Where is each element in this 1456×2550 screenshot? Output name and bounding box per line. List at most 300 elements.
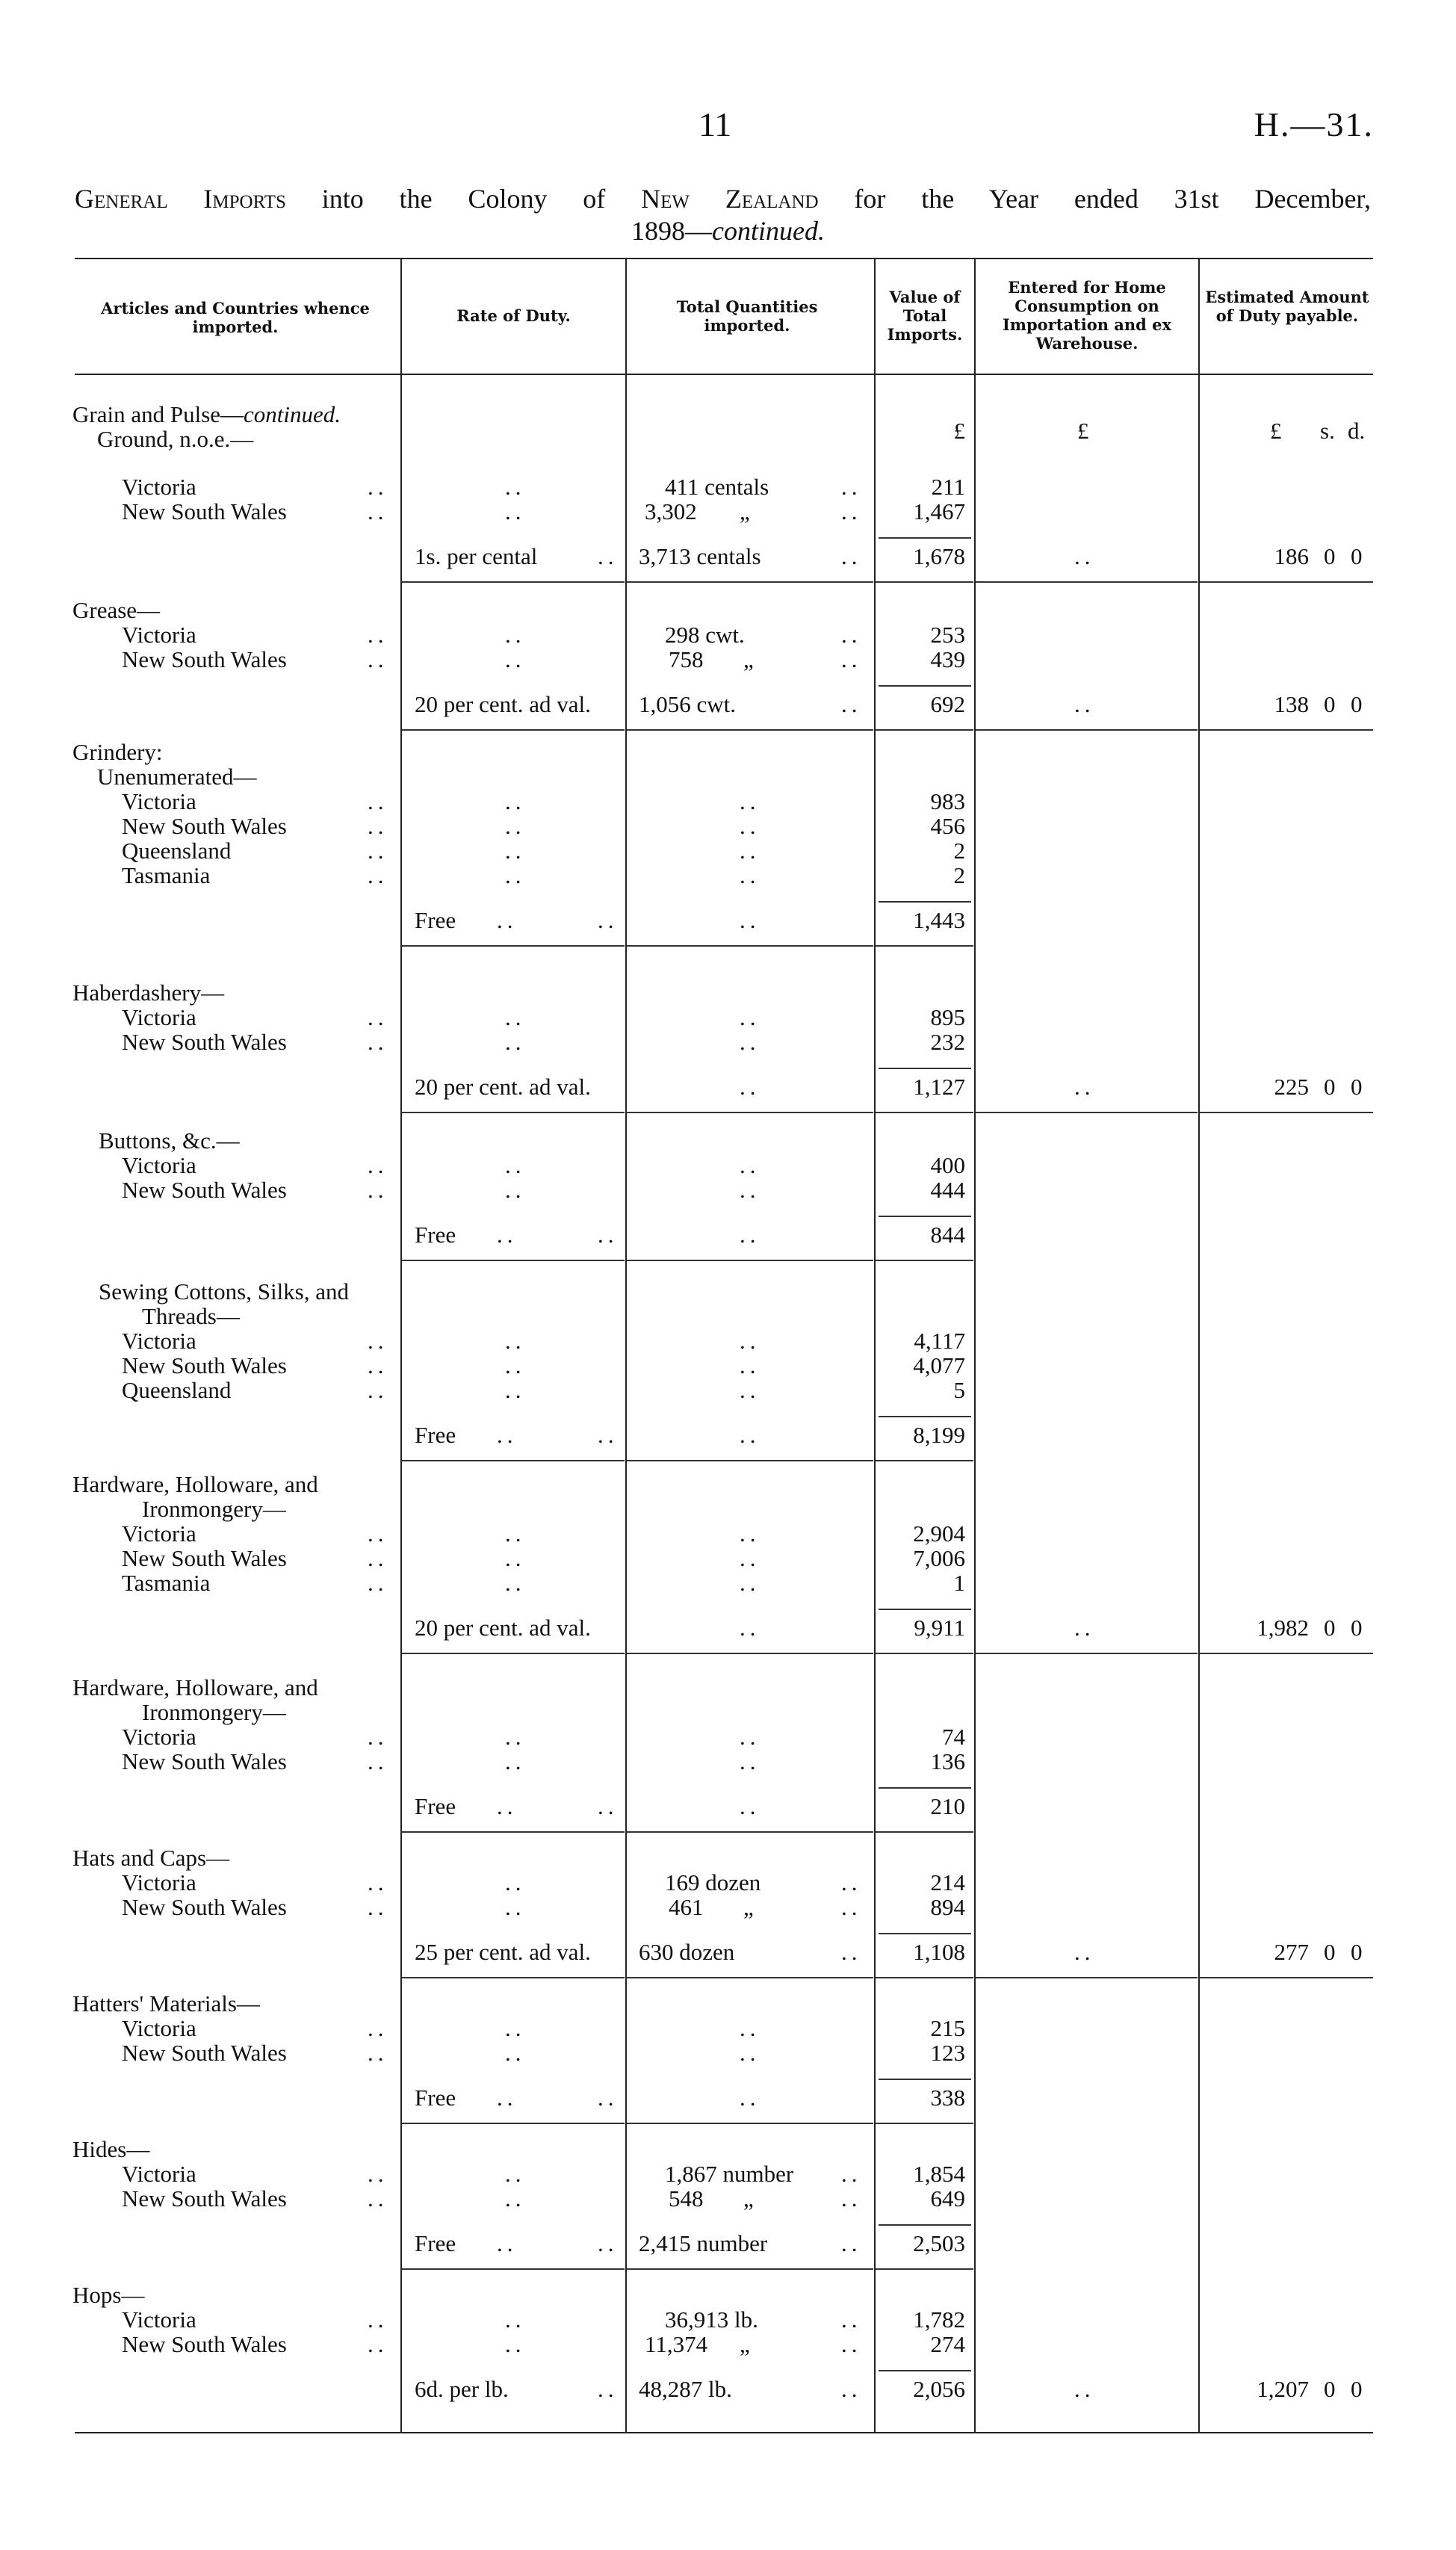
section-heading: Hardware, Holloware, and: [72, 1674, 318, 1700]
rate-of-duty: Free: [415, 1793, 456, 1819]
entered-dots: ..: [1074, 1939, 1095, 1965]
section-rule: [402, 1460, 625, 1461]
rate-dots: ..: [505, 498, 526, 524]
country-name: Tasmania: [122, 862, 211, 888]
section-heading-continued: continued.: [244, 401, 341, 427]
subtotal-rule: [879, 1609, 971, 1610]
header-articles: Articles and Countries whence imported.: [101, 299, 370, 336]
import-value: 983: [930, 788, 965, 814]
import-value: 439: [930, 646, 965, 672]
country-name: Victoria: [122, 1152, 196, 1178]
unit-shillings: s.: [1320, 418, 1335, 444]
section-rule: [402, 581, 625, 583]
leader-dots: ..: [368, 1328, 388, 1354]
import-value: 1,467: [913, 498, 965, 524]
section-rule: [402, 729, 625, 731]
rate-of-duty: 20 per cent. ad val.: [415, 1074, 591, 1100]
section-rule: [1200, 1112, 1373, 1113]
quantity-dots: ..: [740, 1352, 760, 1378]
subtotal-rule: [879, 1787, 971, 1789]
section-rule: [627, 1460, 873, 1461]
section-rule: [876, 1260, 973, 1261]
quantity-dots: ..: [841, 2306, 862, 2333]
import-value: 400: [930, 1152, 965, 1178]
section-rule: [976, 729, 1198, 731]
country-name: Victoria: [122, 2015, 196, 2041]
section-heading-cont: Threads—: [142, 1303, 240, 1329]
entered-dots: ..: [1074, 543, 1095, 569]
quantity-dots: ..: [740, 1377, 760, 1403]
leader-dots: ..: [368, 1377, 388, 1403]
section-heading-cont: Ironmongery—: [142, 1699, 286, 1725]
section-rule: [876, 1831, 973, 1833]
country-name: Tasmania: [122, 1570, 211, 1596]
section-rule: [1200, 581, 1373, 583]
import-value: 1,854: [913, 2161, 965, 2187]
rate-dots: ..: [505, 1352, 526, 1378]
quantity-dots: ..: [841, 2376, 862, 2402]
duty-shillings: 0: [1324, 1074, 1336, 1100]
import-value: 274: [930, 2331, 965, 2357]
section-heading-cont: Ironmongery—: [142, 1496, 286, 1522]
total-quantity: 2,415 number: [639, 2230, 768, 2256]
section-heading: [72, 402, 341, 427]
import-value: 232: [930, 1029, 965, 1055]
total-value: 1,678: [913, 543, 965, 569]
country-name: Victoria: [122, 1004, 196, 1030]
section-rule: [1200, 1977, 1373, 1978]
total-value: 8,199: [913, 1422, 965, 1448]
import-value: 211: [931, 474, 965, 500]
rate-dots: ..: [505, 1377, 526, 1403]
total-value: 2,056: [913, 2376, 965, 2402]
leader-dots: ..: [368, 1152, 388, 1178]
duty-shillings: 0: [1324, 691, 1336, 717]
quantity: 461: [669, 1894, 704, 1920]
section-subheading: Unenumerated—: [97, 764, 257, 790]
section-heading: Hatters' Materials—: [72, 1990, 260, 2017]
rate-of-duty: Free: [415, 2085, 456, 2111]
title-part: into the Colony of: [285, 184, 642, 214]
total-quantity: 1,056 cwt.: [639, 691, 737, 717]
page-code: H.—31.: [1254, 105, 1374, 143]
title-year: 1898—: [631, 216, 713, 246]
rate-dots: ..: [505, 646, 526, 672]
rate-dots: ..: [505, 1152, 526, 1178]
quantity-dots: ..: [841, 1939, 862, 1965]
quantity-dots: ..: [841, 474, 862, 500]
rate-of-duty: Free: [415, 1422, 456, 1448]
leader-dots: ..: [368, 788, 388, 814]
leader-dots: ..: [368, 2040, 388, 2066]
rate-dots: ..: [497, 2230, 518, 2256]
leader-dots: ..: [368, 1894, 388, 1920]
section-rule: [402, 1653, 625, 1654]
rate-dots: ..: [505, 2161, 526, 2187]
title-general-imports: General Imports: [75, 184, 286, 214]
import-value: 456: [930, 813, 965, 839]
total-quantity: 48,287 lb.: [639, 2376, 732, 2402]
rate-dots: ..: [497, 2085, 518, 2111]
import-value: 7,006: [913, 1545, 965, 1571]
quantity-dots: ..: [841, 1894, 862, 1920]
total-value: 210: [930, 1793, 965, 1819]
section-rule: [627, 2268, 873, 2270]
duty-shillings: 0: [1324, 1615, 1336, 1641]
section-rule: [402, 1112, 625, 1113]
rate-dots: ..: [505, 2306, 526, 2333]
leader-dots: ..: [368, 2331, 388, 2357]
leader-dots: ..: [368, 1869, 388, 1896]
section-rule: [402, 1260, 625, 1261]
ditto-mark: „: [743, 2185, 754, 2212]
country-name: Victoria: [122, 1724, 196, 1750]
rate-dots: ..: [505, 788, 526, 814]
rate-of-duty: Free: [415, 907, 456, 933]
import-value: 2,904: [913, 1520, 965, 1547]
leader-dots: ..: [368, 1029, 388, 1055]
country-name: Victoria: [122, 1328, 196, 1354]
total-value: 844: [930, 1222, 965, 1248]
entered-dots: ..: [1074, 1615, 1095, 1641]
section-rule: [402, 2268, 625, 2270]
quantity-dots: ..: [740, 862, 760, 888]
duty-pence: 0: [1351, 1939, 1363, 1965]
rate-dots: ..: [505, 1894, 526, 1920]
rate-dots: ..: [505, 1545, 526, 1571]
entered-dots: ..: [1074, 1074, 1095, 1100]
ditto-mark: „: [740, 498, 750, 524]
section-subheading: Ground, n.o.e.—: [97, 426, 254, 452]
rate-dots: ..: [497, 907, 518, 933]
rate-dots: ..: [505, 1328, 526, 1354]
rate-dots: ..: [505, 1724, 526, 1750]
leader-dots: ..: [368, 2185, 388, 2212]
quantity-dots: ..: [841, 2161, 862, 2187]
section-rule: [627, 1260, 873, 1261]
header-value: Value of Total Imports.: [887, 288, 963, 344]
section-heading-text: Grain and Pulse—: [72, 401, 244, 427]
leader-dots: ..: [368, 1545, 388, 1571]
import-value: 894: [930, 1894, 965, 1920]
ditto-mark: „: [743, 646, 754, 672]
quantity-dots: ..: [740, 838, 760, 864]
quantity-dots: ..: [740, 1222, 760, 1248]
duty-pounds: 225: [1274, 1074, 1309, 1100]
rate-dots: ..: [505, 862, 526, 888]
section-rule: [876, 1653, 973, 1654]
import-value: 444: [930, 1177, 965, 1203]
section-rule: [402, 2123, 625, 2124]
quantity-dots: ..: [740, 1152, 760, 1178]
duty-pence: 0: [1351, 1615, 1363, 1641]
quantity: 411 centals: [665, 474, 769, 500]
header-estimated: Estimated Amount of Duty payable.: [1205, 288, 1369, 325]
rate-dots: ..: [505, 1570, 526, 1596]
rate-dots: ..: [505, 2185, 526, 2212]
section-rule: [976, 1653, 1198, 1654]
country-name: New South Wales: [122, 1748, 287, 1774]
quantity-dots: ..: [740, 1004, 760, 1030]
section-heading: Buttons, &c.—: [99, 1127, 240, 1154]
import-value: 123: [930, 2040, 965, 2066]
subtotal-rule: [879, 2079, 971, 2080]
leader-dots: ..: [368, 838, 388, 864]
title-new-zealand: New Zealand: [641, 184, 819, 214]
quantity-dots: ..: [740, 2085, 760, 2111]
section-rule: [1200, 1653, 1373, 1654]
country-name: New South Wales: [122, 1029, 287, 1055]
rate-dots: ..: [505, 2331, 526, 2357]
subtotal-rule: [879, 1933, 971, 1934]
unit-pence: d.: [1348, 418, 1366, 444]
quantity-dots: ..: [740, 1570, 760, 1596]
header-quantities: Total Quantities imported.: [676, 297, 818, 335]
section-heading: Hats and Caps—: [72, 1845, 230, 1871]
rate-dots: ..: [598, 1222, 619, 1248]
rate-dots: ..: [598, 1793, 619, 1819]
rate-dots: ..: [598, 1422, 619, 1448]
rate-dots: ..: [598, 543, 619, 569]
import-value: 2: [953, 862, 965, 888]
quantity-dots: ..: [740, 1793, 760, 1819]
total-value: 1,443: [913, 907, 965, 933]
subtotal-rule: [879, 1068, 971, 1069]
country-name: New South Wales: [122, 1545, 287, 1571]
rate-of-duty: 25 per cent. ad val.: [415, 1939, 591, 1965]
quantity-dots: ..: [841, 646, 862, 672]
quantity: 758: [669, 646, 704, 672]
quantity-dots: ..: [740, 2040, 760, 2066]
title-part: for the Year ended 31st December,: [818, 184, 1371, 214]
import-value: 214: [930, 1869, 965, 1896]
rate-dots: ..: [505, 1869, 526, 1896]
quantity: 298 cwt.: [665, 622, 745, 648]
total-quantity: 3,713 centals: [639, 543, 761, 569]
rate-dots: ..: [598, 2230, 619, 2256]
country-name: New South Wales: [122, 2331, 287, 2357]
rate-dots: ..: [505, 1520, 526, 1547]
section-rule: [876, 581, 973, 583]
unit-pound-duty: £: [1270, 418, 1282, 444]
section-rule: [876, 2123, 973, 2124]
total-quantity: 630 dozen: [639, 1939, 735, 1965]
section-rule: [976, 581, 1198, 583]
quantity-dots: ..: [740, 1545, 760, 1571]
duty-pence: 0: [1351, 691, 1363, 717]
quantity-dots: ..: [740, 788, 760, 814]
unit-pound-value: £: [953, 418, 965, 444]
country-name: Queensland: [122, 1377, 232, 1403]
quantity-dots: ..: [740, 907, 760, 933]
quantity: 169 dozen: [665, 1869, 761, 1896]
import-value: 253: [930, 622, 965, 648]
total-value: 692: [930, 691, 965, 717]
country-name: New South Wales: [122, 1177, 287, 1203]
quantity: 36,913 lb.: [665, 2306, 758, 2333]
section-heading: Grindery:: [72, 739, 163, 765]
subtotal-rule: [879, 1216, 971, 1217]
import-value: 5: [953, 1377, 965, 1403]
quantity-dots: ..: [841, 2331, 862, 2357]
quantity-dots: ..: [841, 2230, 862, 2256]
leader-dots: ..: [368, 622, 388, 648]
duty-pence: 0: [1351, 1074, 1363, 1100]
quantity: 1,867 number: [665, 2161, 794, 2187]
rate-dots: ..: [505, 1029, 526, 1055]
quantity-dots: ..: [740, 1748, 760, 1774]
section-heading: Sewing Cottons, Silks, and: [99, 1278, 350, 1305]
quantity-dots: ..: [740, 813, 760, 839]
duty-shillings: 0: [1324, 1939, 1336, 1965]
rate-dots: ..: [505, 2015, 526, 2041]
title-continued: continued.: [712, 216, 825, 246]
country-name: Victoria: [122, 788, 196, 814]
quantity: 3,302: [645, 498, 697, 524]
import-value: 2: [953, 838, 965, 864]
total-value: 9,911: [914, 1615, 965, 1641]
quantity-dots: ..: [740, 1074, 760, 1100]
country-name: New South Wales: [122, 813, 287, 839]
import-value: 1: [953, 1570, 965, 1596]
rate-dots: ..: [505, 622, 526, 648]
quantity-dots: ..: [841, 2185, 862, 2212]
section-rule: [627, 581, 873, 583]
country-name: Victoria: [122, 1869, 196, 1896]
section-rule: [402, 1977, 625, 1978]
rate-of-duty: 1s. per cental: [415, 543, 538, 569]
entered-dots: ..: [1074, 2376, 1095, 2402]
quantity-dots: ..: [841, 691, 862, 717]
rate-dots: ..: [505, 813, 526, 839]
country-name: Queensland: [122, 838, 232, 864]
rate-dots: ..: [497, 1422, 518, 1448]
section-rule: [627, 1977, 873, 1978]
subtotal-rule: [879, 537, 971, 539]
total-value: 338: [930, 2085, 965, 2111]
section-heading: Hides—: [72, 2136, 150, 2162]
import-value: 649: [930, 2185, 965, 2212]
section-rule: [876, 945, 973, 947]
import-value: 1,782: [913, 2306, 965, 2333]
section-rule: [402, 945, 625, 947]
duty-pounds: 1,207: [1257, 2376, 1309, 2402]
subtotal-rule: [879, 2370, 971, 2371]
country-name: New South Wales: [122, 1894, 287, 1920]
leader-dots: ..: [368, 474, 388, 500]
duty-pounds: 1,982: [1257, 1615, 1309, 1641]
quantity-dots: ..: [841, 1869, 862, 1896]
quantity: 11,374: [645, 2331, 708, 2357]
rate-of-duty: 20 per cent. ad val.: [415, 691, 591, 717]
duty-pounds: 138: [1274, 691, 1309, 717]
rate-dots: ..: [505, 474, 526, 500]
import-value: 895: [930, 1004, 965, 1030]
section-rule: [876, 729, 973, 731]
leader-dots: ..: [368, 2306, 388, 2333]
ditto-mark: „: [740, 2331, 750, 2357]
leader-dots: ..: [368, 2161, 388, 2187]
country-name: New South Wales: [122, 2040, 287, 2066]
total-value: 2,503: [913, 2230, 965, 2256]
rate-of-duty: Free: [415, 2230, 456, 2256]
quantity-dots: ..: [740, 1328, 760, 1354]
rate-of-duty: Free: [415, 1222, 456, 1248]
country-name: New South Wales: [122, 498, 287, 524]
quantity-dots: ..: [740, 1177, 760, 1203]
duty-pounds: 277: [1274, 1939, 1309, 1965]
section-rule: [627, 1653, 873, 1654]
section-rule: [876, 1112, 973, 1113]
rate-dots: ..: [598, 2376, 619, 2402]
quantity-dots: ..: [841, 498, 862, 524]
rate-dots: ..: [598, 2085, 619, 2111]
rate-dots: ..: [505, 1004, 526, 1030]
section-heading: Hardware, Holloware, and: [72, 1471, 318, 1497]
import-value: 136: [930, 1748, 965, 1774]
subtotal-rule: [879, 685, 971, 687]
rate-dots: ..: [505, 1748, 526, 1774]
section-rule: [976, 1977, 1198, 1978]
import-value: 215: [930, 2015, 965, 2041]
subtotal-rule: [879, 901, 971, 903]
country-name: Victoria: [122, 2161, 196, 2187]
country-name: New South Wales: [122, 2185, 287, 2212]
leader-dots: ..: [368, 1748, 388, 1774]
country-name: New South Wales: [122, 1352, 287, 1378]
country-name: Victoria: [122, 1520, 196, 1547]
subtotal-rule: [879, 2224, 971, 2226]
leader-dots: ..: [368, 646, 388, 672]
country-name: New South Wales: [122, 646, 287, 672]
section-rule: [876, 1460, 973, 1461]
quantity-dots: ..: [740, 2015, 760, 2041]
section-rule: [1200, 729, 1373, 731]
rate-dots: ..: [505, 838, 526, 864]
leader-dots: ..: [368, 2015, 388, 2041]
leader-dots: ..: [368, 862, 388, 888]
rate-of-duty: 20 per cent. ad val.: [415, 1615, 591, 1641]
total-value: 1,127: [913, 1074, 965, 1100]
quantity: 548: [669, 2185, 704, 2212]
leader-dots: ..: [368, 1520, 388, 1547]
rate-dots: ..: [497, 1222, 518, 1248]
quantity-dots: ..: [740, 1520, 760, 1547]
leader-dots: ..: [368, 1004, 388, 1030]
import-value: 4,077: [913, 1352, 965, 1378]
quantity-dots: ..: [740, 1724, 760, 1750]
section-heading: Grease—: [72, 597, 161, 623]
section-rule: [627, 1112, 873, 1113]
section-rule: [876, 2268, 973, 2270]
rate-dots: ..: [505, 1177, 526, 1203]
leader-dots: ..: [368, 1177, 388, 1203]
import-value: 74: [942, 1724, 965, 1750]
import-value: 4,117: [914, 1328, 965, 1354]
leader-dots: ..: [368, 813, 388, 839]
duty-shillings: 0: [1324, 543, 1336, 569]
section-rule: [627, 945, 873, 947]
quantity-dots: ..: [740, 1422, 760, 1448]
header-rate: Rate of Duty.: [456, 306, 571, 325]
duty-pence: 0: [1351, 543, 1363, 569]
leader-dots: ..: [368, 1724, 388, 1750]
rate-of-duty: 6d. per lb.: [415, 2376, 509, 2402]
country-name: Victoria: [122, 474, 196, 500]
duty-pounds: 186: [1274, 543, 1309, 569]
section-rule: [402, 1831, 625, 1833]
quantity-dots: ..: [841, 622, 862, 648]
